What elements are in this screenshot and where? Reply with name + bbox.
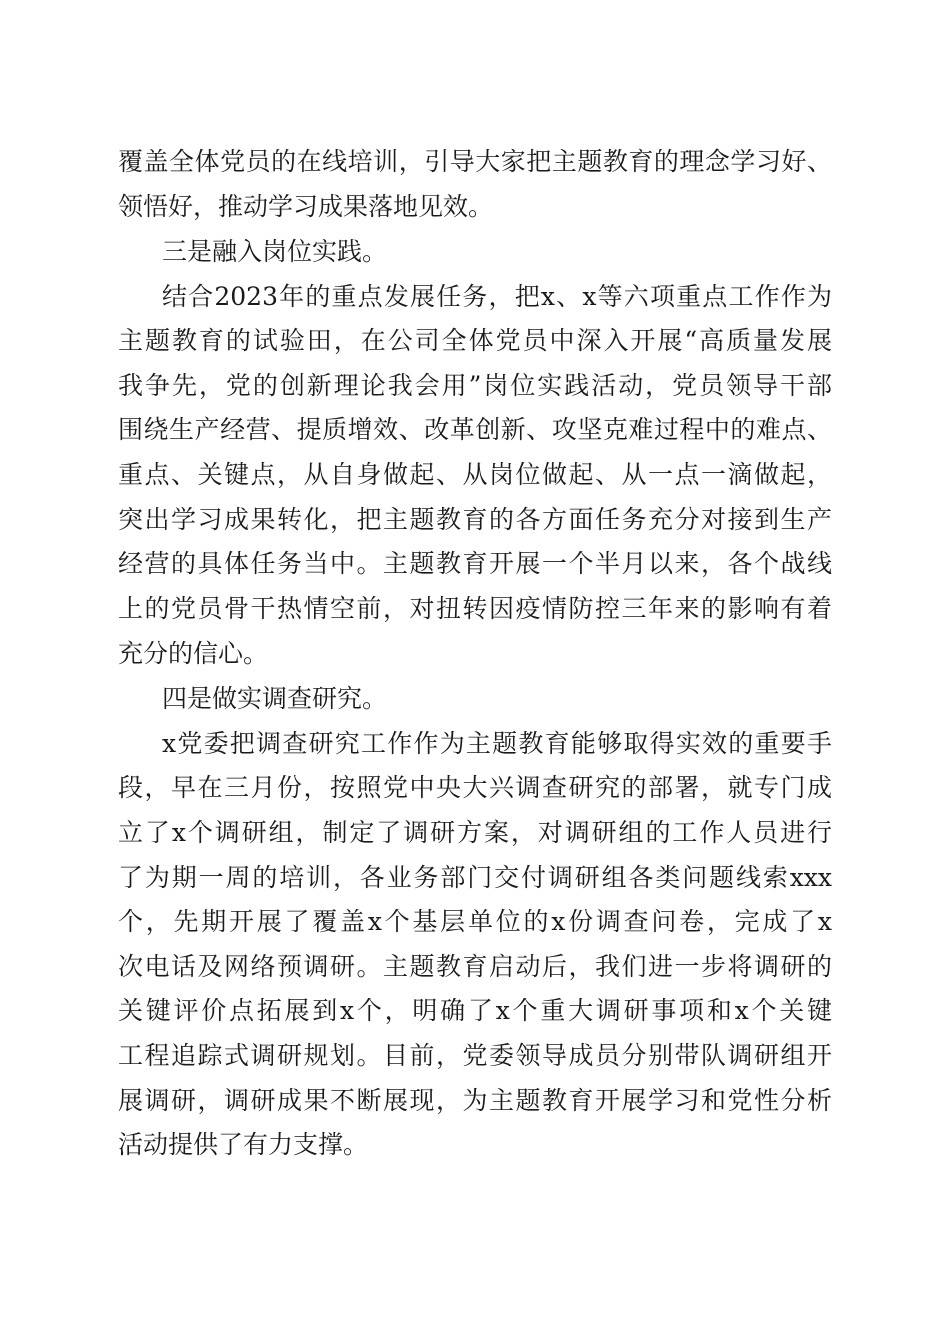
text-line-14: x党委把调查研究工作作为主题教育能够取得实效的重要手 [162, 729, 832, 758]
text-line-22: 展调研，调研成果不断展现，为主题教育开展学习和党性分析 [118, 1086, 832, 1115]
text-line-15: 段，早在三月份，按照党中央大兴调查研究的部署，就专门成 [118, 773, 832, 802]
section-heading-4: 四是做实调查研究。 [162, 684, 388, 713]
text-line-17: 了为期一周的培训，各业务部门交付调研组各类问题线索xxx [118, 863, 832, 892]
text-line-23: 活动提供了有力支撑。 [118, 1130, 369, 1159]
text-line-9: 突出学习成果转化，把主题教育的各方面任务充分对接到生产 [118, 505, 832, 534]
text-line-18: 个，先期开展了覆盖x个基层单位的x份调查问卷，完成了x [118, 907, 832, 936]
text-line-4: 结合2023年的重点发展任务，把x、x等六项重点工作作为 [162, 282, 832, 311]
text-line-2: 领悟好，推动学习成果落地见效。 [118, 192, 494, 221]
text-line-21: 工程追踪式调研规划。目前，党委领导成员分别带队调研组开 [118, 1041, 832, 1070]
section-heading-3: 三是融入岗位实践。 [162, 237, 388, 266]
text-line-16: 立了x个调研组，制定了调研方案，对调研组的工作人员进行 [118, 818, 832, 847]
text-line-20: 关键评价点拓展到x个，明确了x个重大调研事项和x个关键 [118, 996, 832, 1025]
text-line-11: 上的党员骨干热情空前，对扭转因疫情防控三年来的影响有着 [118, 594, 832, 623]
text-line-10: 经营的具体任务当中。主题教育开展一个半月以来，各个战线 [118, 549, 832, 578]
text-line-12: 充分的信心。 [118, 639, 269, 668]
text-line-1: 覆盖全体党员的在线培训，引导大家把主题教育的理念学习好、 [118, 147, 832, 176]
text-line-8: 重点、关键点，从自身做起、从岗位做起、从一点一滴做起， [118, 460, 832, 489]
text-line-19: 次电话及网络预调研。主题教育启动后，我们进一步将调研的 [118, 952, 832, 981]
text-line-7: 围绕生产经营、提质增效、改革创新、攻坚克难过程中的难点、 [118, 415, 832, 444]
text-line-5: 主题教育的试验田，在公司全体党员中深入开展“高质量发展 [118, 326, 832, 355]
text-line-6: 我争先，党的创新理论我会用”岗位实践活动，党员领导干部 [118, 371, 832, 400]
